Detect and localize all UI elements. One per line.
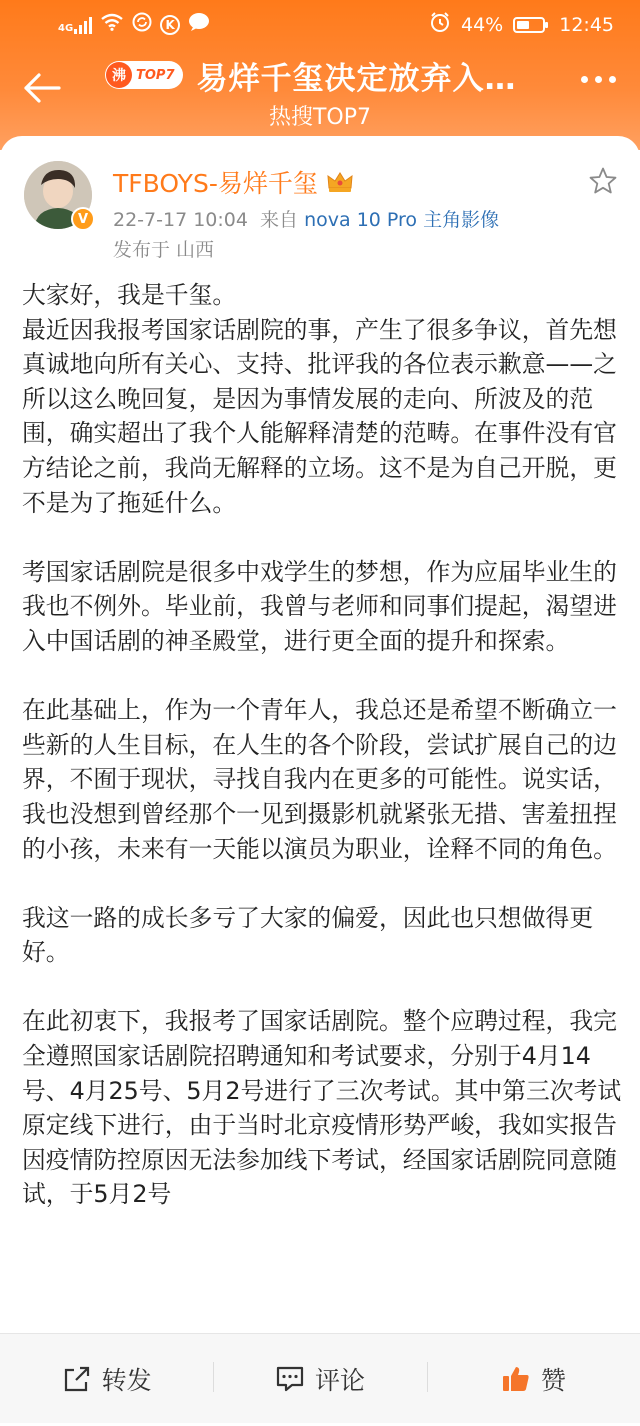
network-type: 4G bbox=[58, 22, 74, 34]
status-bar bbox=[0, 0, 640, 46]
post-paragraph: 大家好，我是千玺。 bbox=[22, 281, 237, 309]
repost-label: 转发 bbox=[101, 1365, 152, 1395]
hot-fire-icon: 沸 bbox=[106, 62, 132, 88]
star-icon bbox=[588, 166, 618, 196]
post-paragraph: 在此初衷下，我报考了国家话剧院。整个应聘过程，我完全遵照国家话剧院招聘通知和考试要求，分别于4月14号、4月25号、5月2号进行了三次考试。其中第三次考试原定线下进行，由于当时北京疫情形势严峻，我如实报告因疫情防控原因无法参加线下考试，经国家话剧院同意随试，于5月2号 bbox=[22, 1007, 622, 1209]
post-card bbox=[0, 136, 640, 1426]
post-paragraph: 我这一路的成长多亏了大家的偏爱，因此也只想做得更好。 bbox=[22, 903, 594, 967]
hot-search-badge bbox=[105, 61, 183, 89]
post-paragraph: 考国家话剧院是很多中戏学生的梦想，作为应届毕业生的我也不例外。毕业前，我曾与老师和同事们提起，渴望进入中国话剧的神圣殿堂，进行更全面的提升和探索。 bbox=[22, 557, 617, 655]
like-button[interactable] bbox=[427, 1334, 640, 1423]
source-prefix: 来自 bbox=[260, 209, 299, 231]
author-name-text: TFBOYS-易烊千玺 bbox=[113, 169, 318, 198]
k-app-icon: K bbox=[160, 15, 180, 35]
crown-icon bbox=[326, 170, 354, 194]
dot-icon bbox=[581, 76, 588, 83]
page-title: 易烊千玺决定放弃入… bbox=[196, 60, 517, 97]
comment-button[interactable] bbox=[213, 1334, 426, 1423]
message-bubble-icon bbox=[188, 12, 210, 37]
verified-badge-icon: V bbox=[71, 207, 95, 231]
post-body bbox=[22, 278, 622, 1247]
share-icon bbox=[62, 1365, 92, 1393]
hot-rank-label: TOP7 bbox=[136, 67, 175, 83]
battery-percent: 44% bbox=[461, 13, 504, 36]
action-bar bbox=[0, 1333, 640, 1423]
page-subtitle: 热搜TOP7 bbox=[268, 105, 372, 130]
post-timestamp: 22-7-17 10:04 bbox=[113, 209, 248, 231]
dot-icon bbox=[609, 76, 616, 83]
post-meta bbox=[113, 205, 499, 232]
clock: 12:45 bbox=[559, 13, 614, 36]
post-paragraph: 在此基础上，作为一个青年人，我总还是希望不断确立一些新的人生目标，在人生的各个阶段，尝试扩展自己的边界，不囿于现状，寻找自我内在更多的可能性。说实话，我也没想到曾经那个一见到摄影机就紧张无措、害羞扭捏的小孩，未来有一天能以演员为职业，诠释不同的角色。 bbox=[22, 696, 617, 863]
like-label: 赞 bbox=[540, 1365, 566, 1395]
top-header bbox=[0, 0, 640, 150]
favorite-button[interactable] bbox=[588, 166, 618, 200]
author-name[interactable] bbox=[113, 164, 354, 200]
battery-icon bbox=[513, 17, 545, 33]
wifi-icon bbox=[100, 13, 124, 36]
post-paragraph: 最近因我报考国家话剧院的事，产生了很多争议，首先想真诚地向所有关心、支持、批评我的各位表示歉意——之所以这么晚回复，是因为事情发展的走向、所波及的范围，确实超出了我个人能解释清楚的范畴。在事件没有官方结论之前，我尚无解释的立场。这不是为自己开脱，更不是为了拖延什么。 bbox=[22, 315, 617, 517]
alarm-icon bbox=[429, 11, 451, 38]
comment-label: 评论 bbox=[314, 1365, 365, 1395]
comment-icon bbox=[275, 1365, 305, 1393]
post-location: 发布于 山西 bbox=[113, 239, 215, 261]
cellular-signal-icon bbox=[58, 16, 92, 34]
more-options-button[interactable] bbox=[581, 76, 616, 83]
repost-button[interactable] bbox=[0, 1334, 213, 1423]
source-link[interactable]: nova 10 Pro 主角影像 bbox=[304, 209, 500, 231]
sync-icon bbox=[132, 12, 152, 37]
thumbs-up-icon bbox=[501, 1364, 531, 1394]
dot-icon bbox=[595, 76, 602, 83]
